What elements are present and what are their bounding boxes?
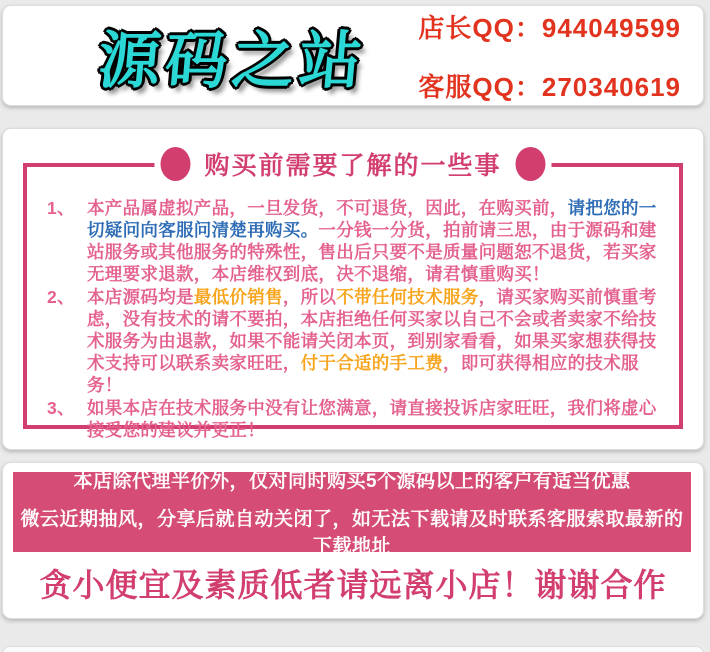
next-section-edge: [2, 646, 704, 652]
notice-title-bar: [154, 144, 551, 184]
owner-qq: 店长QQ：944049599: [418, 12, 681, 43]
notice-item: [47, 397, 667, 441]
item-number: 3、: [47, 398, 75, 418]
notice-card: [2, 128, 704, 450]
bullet-dot-icon: [516, 147, 546, 181]
banner-line-2: 微云近期抽风，分享后就自动关闭了，如无法下载请及时联系客服索取最新的下载地址: [20, 509, 684, 557]
text-segment: 如果本店在技术服务中没有让您满意，请直接投诉店家旺旺，我们将虚心接受您的建议并更正！: [87, 398, 657, 440]
text-segment: 一分钱一分货，拍前请三思，由于源码和建站服务或其他服务的特殊性，售出后只要不是质量问题恕不退货，若买家无理要求退款，本店维权到底，决不退缩，请君慎重购买！: [87, 220, 657, 284]
shop-logo: 源码之站: [95, 27, 370, 96]
service-qq: 客服QQ：270340619: [418, 71, 681, 102]
text-segment: 本店源码均是: [87, 287, 194, 307]
discount-banner: [13, 471, 691, 557]
text-segment: 本产品属虚拟产品，一旦发货，不可退货，因此，在购买前，: [87, 198, 568, 218]
notice-list: [47, 197, 667, 442]
text-segment: 请把您的一切疑问向客服问清楚再购买。: [87, 198, 657, 240]
notice-title: 购买前需要了解的一些事: [204, 152, 502, 180]
text-segment: ，即可获得相应的技术服务！: [87, 353, 639, 395]
notice-item: [47, 286, 667, 396]
contact-block: [418, 6, 681, 105]
footer-slogan: 贪小便宜及素质低者请远离小店！谢谢合作: [39, 567, 667, 603]
text-segment: ，所以: [282, 287, 337, 307]
text-segment: 不带任何技术服务: [336, 287, 479, 307]
item-number: 2、: [47, 287, 75, 307]
footer-card: [2, 462, 704, 619]
notice-box: [23, 152, 683, 440]
header-card: [2, 5, 704, 106]
notice-item: [47, 197, 667, 285]
text-segment: ，请买家购买前慎重考虑，没有技术的请不要拍，本店拒绝任何买家以自己不会或者卖家不给技术服务为由退款，如果不能请关闭本页，到别家看看，如果买家想获得技术支持可以联系卖家旺旺，: [87, 287, 657, 373]
banner-line-1: 本店除代理半价外，仅对同时购买5个源码以上的客户有适当优惠: [73, 471, 631, 492]
text-segment: 付于合适的手工费: [300, 353, 444, 373]
item-number: 1、: [47, 198, 75, 218]
bullet-dot-icon: [160, 147, 190, 181]
text-segment: 最低价销售: [193, 287, 283, 307]
